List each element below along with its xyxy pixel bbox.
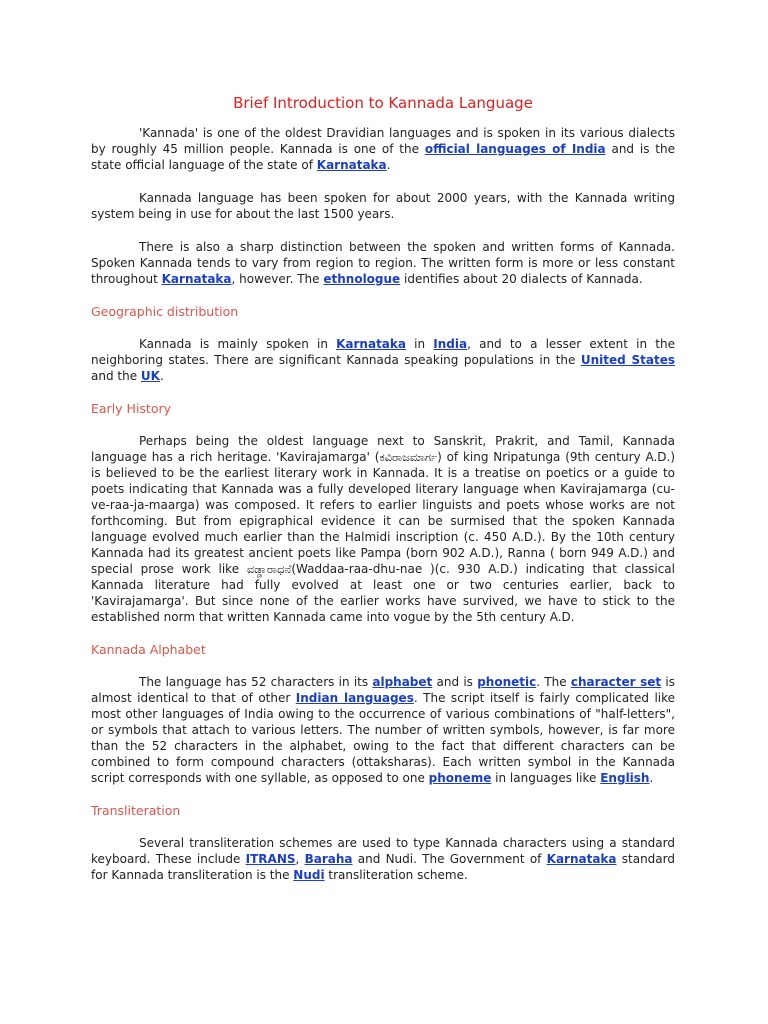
text: identifies about 20 dialects of Kannada. <box>400 272 643 286</box>
text: . <box>159 369 164 383</box>
text: and is <box>432 675 478 689</box>
text: . <box>386 158 391 172</box>
paragraph-alphabet <box>91 674 675 786</box>
text: is almost identical to that of other <box>91 675 676 705</box>
text: ) of king Nripatunga (9th century A.D.) is believed to be the earliest literary work in Kannada. It is a treatise on poetics or a guide to poets indicating that Kannada was a fully developed literary language when Kavirajamarga (cu-ve-raa-ja-maarga) was composed. It refers to earlier linguists and poets whose works are not forthcoming. But from epigraphical evidence it can be surmised that the spoken Kannada language evolved much earlier than the Halmidi inscription (c. 450 A.D.). By the 10th century Kannada had its greatest ancient poets like Pampa (born 902 A.D.), Ranna ( born 949 A.D.) and special prose work like <box>91 450 675 576</box>
text: , and to a lesser extent in the neighboring states. There are significant Kannada speaking populations in the <box>91 337 675 367</box>
text: 'Kannada' is one of the oldest Dravidian languages and is spoken in its various dialects by roughly 45 million people. Kannada is one of the <box>91 126 675 156</box>
link-karnataka[interactable]: Karnataka <box>546 852 617 866</box>
text: and is the state official language of the state of <box>91 142 675 172</box>
kannada-text-kavirajamarga: ಕವಿರಾಜಮಾರ್ಗ <box>379 450 438 464</box>
link-india[interactable]: India <box>433 337 468 351</box>
link-character-set[interactable]: character set <box>570 675 662 689</box>
heading-early-history: Early History <box>91 401 172 416</box>
text: , however. The <box>231 272 324 286</box>
heading-transliteration: Transliteration <box>91 803 181 818</box>
link-uk[interactable]: UK <box>140 369 160 383</box>
text: Several transliteration schemes are used to type Kannada characters using a standard keyboard. These include <box>91 836 675 866</box>
document-page <box>91 93 675 900</box>
paragraph-early-history <box>91 433 675 625</box>
link-ethnologue[interactable]: ethnologue <box>323 272 401 286</box>
link-official-languages-of-india[interactable]: official languages of India <box>424 142 606 156</box>
text: . <box>649 771 654 785</box>
link-nudi[interactable]: Nudi <box>293 868 325 882</box>
text: Perhaps being the oldest language next to Sanskrit, Prakrit, and Tamil, Kannada language has a rich heritage. 'Kavirajamarga' ( <box>91 434 675 464</box>
document-title: Brief Introduction to Kannada Language <box>233 94 533 112</box>
text: in <box>405 337 434 351</box>
text: and Nudi. The Government of <box>352 852 547 866</box>
link-phonetic[interactable]: phonetic <box>477 675 537 689</box>
text: There is also a sharp distinction between the spoken and written forms of Kannada. Spoken Kannada tends to vary from region to region. The written form is more or less constant throughout <box>91 240 675 286</box>
text: . The <box>536 675 571 689</box>
link-english[interactable]: English <box>600 771 650 785</box>
text: transliteration scheme. <box>324 868 468 882</box>
link-alphabet[interactable]: alphabet <box>372 675 433 689</box>
link-united-states[interactable]: United States <box>580 353 675 367</box>
link-phoneme[interactable]: phoneme <box>428 771 492 785</box>
link-indian-languages[interactable]: Indian languages <box>295 691 414 705</box>
text: standard for Kannada transliteration is the <box>91 852 675 882</box>
link-baraha[interactable]: Baraha <box>304 852 353 866</box>
heading-geographic-distribution: Geographic distribution <box>91 304 239 319</box>
text: Kannada is mainly spoken in <box>139 337 337 351</box>
link-karnataka[interactable]: Karnataka <box>161 272 232 286</box>
link-karnataka[interactable]: Karnataka <box>316 158 387 172</box>
text: in languages like <box>491 771 601 785</box>
paragraph-transliteration <box>91 835 675 883</box>
text: and the <box>91 369 141 383</box>
paragraph-intro <box>91 125 675 173</box>
paragraph-history-span: Kannada language has been spoken for about 2000 years, with the Kannada writing system being in use for about the last 1500 years. <box>91 191 675 221</box>
kannada-text-waddaaradhane: ವಡ್ಡಾರಾಧನೆ <box>246 562 292 576</box>
text: , <box>295 852 305 866</box>
text: (Waddaa-raa-dhu-nae )(c. 930 A.D.) indicating that classical Kannada literature had fully evolved at least one or two centuries earlier, back to 'Kavirajamarga'. But since none of the earlier works have survived, we have to stick to the established norm that written Kannada came into vogue by the 5th century A.D. <box>91 562 675 624</box>
link-itrans[interactable]: ITRANS <box>245 852 296 866</box>
paragraph-geographic <box>91 336 675 384</box>
paragraph-spoken-written <box>91 239 675 287</box>
text: The language has 52 characters in its <box>139 675 373 689</box>
heading-kannada-alphabet: Kannada Alphabet <box>91 642 206 657</box>
link-karnataka[interactable]: Karnataka <box>336 337 406 351</box>
text: . The script itself is fairly complicated like most other languages of India owing to the occurrence of various combinations of "half-letters", or symbols that attach to various letters. The number of written symbols, however, is far more than the 52 characters in the alphabet, owing to the fact that different characters can be combined to form compound characters (ottaksharas). Each written symbol in the Kannada script corresponds with one syllable, as opposed to one <box>91 691 676 785</box>
